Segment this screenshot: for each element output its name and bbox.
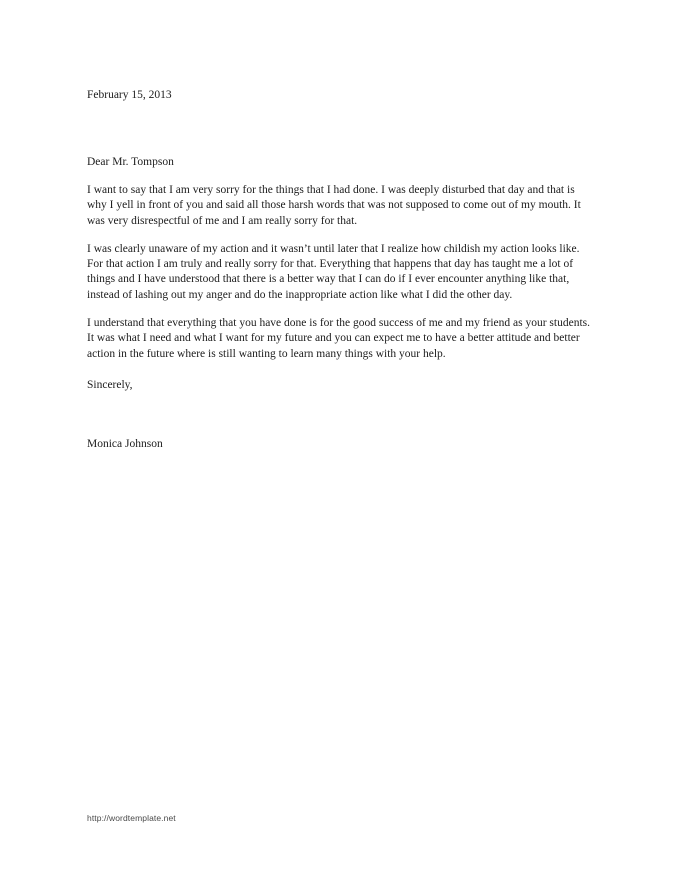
letter-closing: Sincerely, bbox=[87, 378, 133, 391]
footer-source-url[interactable]: http://wordtemplate.net bbox=[87, 813, 176, 823]
letter-paragraph-1: I want to say that I am very sorry for the things that I had done. I was deeply disturbed that day and that is why I yell in front of you and said all those harsh words that was not supposed to come out of my mouth. It was very disrespectful of me and I am really sorry for that. bbox=[87, 184, 581, 227]
letter-paragraph-3: I understand that everything that you have done is for the good success of me and my friend as your students. It was what I need and what I want for my future and you can expect me to have a better attitude and better action in the future where is still wanting to learn many things with your help. bbox=[87, 317, 591, 360]
letter-body bbox=[87, 88, 595, 452]
letter-salutation: Dear Mr. Tompson bbox=[87, 156, 174, 168]
letter-date: February 15, 2013 bbox=[87, 89, 172, 101]
letter-signature-name: Monica Johnson bbox=[87, 437, 163, 450]
letter-paragraph-2: I was clearly unaware of my action and it wasn’t until later that I realize how childish my action looks like. For that action I am truly and really sorry for that. Everything that happens that day has taught me a lot of things and I have understood that there is a better way that I can do if I ever encounter anything like that, instead of lashing out my anger and do the inappropriate action like what I did the other day. bbox=[87, 242, 580, 301]
